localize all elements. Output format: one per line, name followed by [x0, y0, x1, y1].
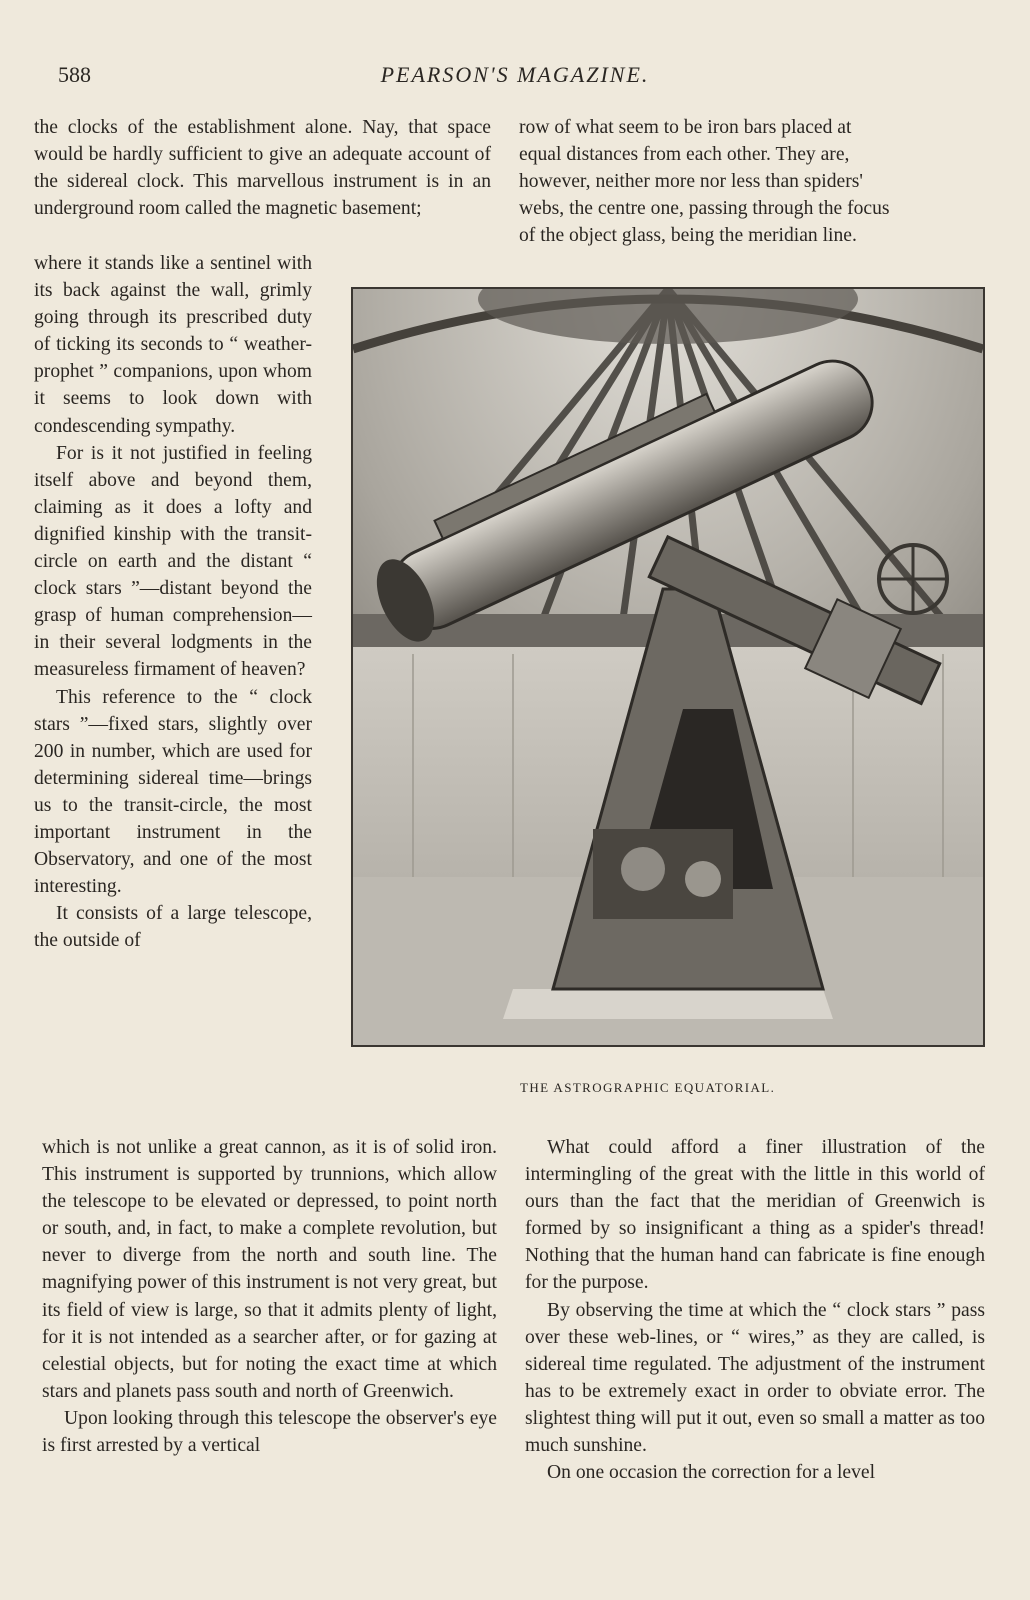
telescope-illustration: [353, 289, 983, 1045]
paragraph: which is not unlike a great cannon, as it is of solid iron. This instrument is supported by trunnions, which allow the telescope to be elevated or depressed, to point north or south, and, in fact, to make a complete revolution, but never to diverge from the north and south line. The magnifying power of this instrument is not very great, but its field of view is large, so that it admits plenty of light, for it is not intended as a searcher after, or for gazing at celestial objects, but for noting the exact time at which stars and planets pass south and north of Greenwich.: [42, 1137, 497, 1402]
right-column-top: [519, 114, 977, 249]
text-line: webs, the centre one, passing through the focus: [519, 198, 890, 220]
paragraph: On one occasion the correction for a level: [547, 1462, 876, 1484]
text-line: of the object glass, being the meridian line.: [519, 225, 857, 247]
figure-caption: THE ASTROGRAPHIC EQUATORIAL.: [520, 1080, 776, 1095]
paragraph: This reference to the “ clock stars ”—fixed stars, slightly over 200 in number, which are used for determining sidereal time—brings us to the transit-circle, the most important instrument in the Observatory, and one of the most interesting.: [34, 686, 312, 898]
paragraph: What could afford a finer illustration of the intermingling of the great with the little in this world of ours than the fact that the meridian of Greenwich is formed by so insignificant a thing as a spider's thread! Nothing that the human hand can fabricate is fine enough for the purpose.: [525, 1137, 985, 1294]
left-column-narrow: [34, 250, 312, 954]
paragraph: Upon looking through this telescope the observer's eye is first arrested by a vertical: [42, 1407, 497, 1457]
paragraph: It consists of a large telescope, the outside of: [34, 903, 312, 952]
page-number: 588: [58, 62, 91, 87]
paragraph: For is it not justified in feeling itself above and beyond them, claiming as it does a lofty and dignified kinship with the transit-circle on earth and the distant “ clock stars ”—distant beyond the grasp of human comprehension—in their several lodgments in the measureless firmament of heaven?: [34, 442, 312, 681]
telescope-photo: [351, 287, 985, 1047]
running-head: PEARSON'S MAGAZINE.: [380, 62, 650, 87]
left-column-top: [34, 114, 491, 222]
text-line: equal distances from each other. They are,: [519, 144, 850, 166]
text-line: however, neither more nor less than spiders': [519, 171, 863, 193]
paragraph: the clocks of the establishment alone. Nay, that space would be hardly sufficient to give an adequate account of the sidereal clock. This marvellous instrument is in an underground room called the magnetic basement;: [34, 117, 491, 220]
page-header: [0, 62, 1030, 98]
paragraph: where it stands like a sentinel with its back against the wall, grimly going through its prescribed duty of ticking its seconds to “ weather-prophet ” companions, upon whom it seems to look down with condescending sympathy.: [34, 253, 312, 437]
text-line: row of what seem to be iron bars placed at: [519, 117, 852, 138]
paragraph: By observing the time at which the “ clock stars ” pass over these web-lines, or “ wires,” as they are called, is sidereal time regulated. The adjustment of the instrument has to be extremely exact in order to obviate error. The slightest thing will put it out, even so small a matter as too much sunshine.: [525, 1299, 985, 1457]
left-column-bottom: [42, 1134, 497, 1459]
right-column-bottom: [525, 1134, 985, 1486]
